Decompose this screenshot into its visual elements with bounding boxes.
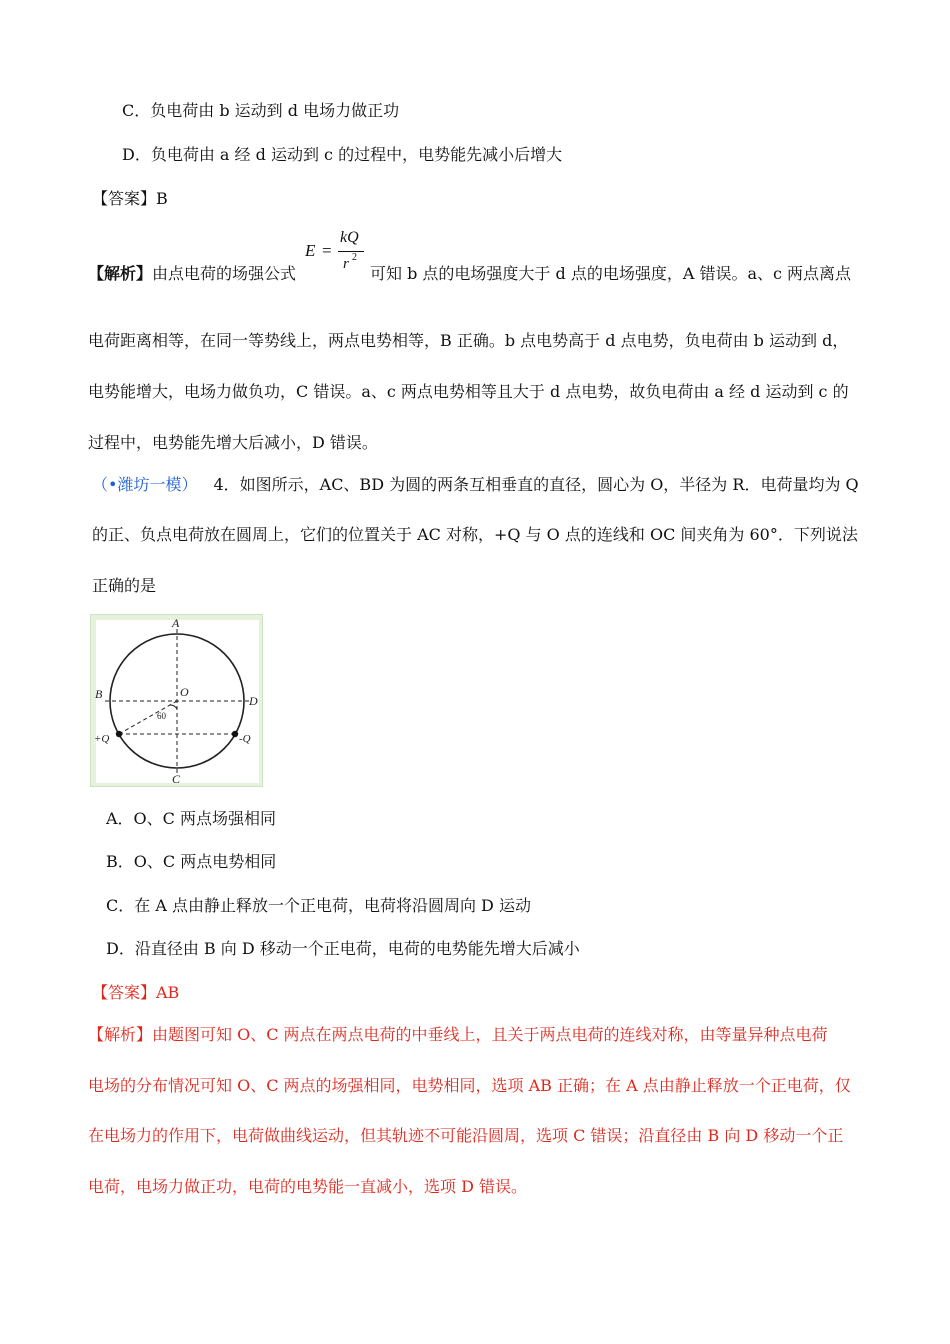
answer: 【答案】AB	[92, 983, 180, 1002]
label-negative-charge: -Q	[239, 733, 251, 745]
positive-charge-dot	[116, 731, 122, 737]
circle-diagram	[90, 614, 263, 787]
prev-analysis-lead-text: 由点电荷的场强公式	[152, 264, 297, 283]
question-line2: 的正、负点电荷放在圆周上，它们的位置关于 AC 对称，+Q 与 O 点的连线和 OC 间夹角为 60°．下列说法	[92, 525, 858, 544]
prev-analysis-line3: 电势能增大，电场力做负功，C 错误。a、c 两点电势相等且大于 d 点电势，故负电荷由 a 经 d 运动到 c 的	[88, 382, 849, 401]
formula-exponent: 2	[352, 252, 357, 263]
formula-lhs: E	[305, 241, 316, 260]
label-positive-charge: +Q	[94, 733, 110, 745]
prev-analysis-line2: 电荷距离相等，在同一等势线上，两点电势相等，B 正确。b 点电势高于 d 点电势，负电荷由 b 运动到 d，	[88, 331, 849, 350]
analysis-line2: 电场的分布情况可知 O、C 两点的场强相同，电势相同，选项 AB 正确；在 A 点由静止释放一个正电荷，仅	[88, 1076, 851, 1095]
formula-fraction-bar	[338, 251, 364, 252]
formula-numerator: kQ	[340, 229, 359, 246]
formula-equals: =	[322, 241, 332, 260]
prev-analysis-line4: 过程中，电势能先增大后减小，D 错误。	[88, 433, 378, 452]
label-d: D	[249, 694, 258, 708]
analysis-line4: 电荷，电场力做正功，电荷的电势能一直减小，选项 D 错误。	[88, 1177, 528, 1196]
analysis-line1: 【解析】由题图可知 O、C 两点在两点电荷的中垂线上，且关于两点电荷的连线对称，由等量异种点电荷	[88, 1025, 828, 1044]
label-a: A	[172, 616, 180, 630]
option-c: C．在 A 点由静止释放一个正电荷，电荷将沿圆周向 D 运动	[106, 896, 531, 915]
question-stem-line1: 4．如图所示，AC、BD 为圆的两条互相垂直的直径，圆心为 O，半径为 R．电荷量均为 Q	[213, 475, 859, 494]
analysis-line3: 在电场力的作用下，电荷做曲线运动，但其轨迹不可能沿圆周，选项 C 错误；沿直径由 B 向 D 移动一个正	[88, 1126, 844, 1145]
option-a: A．O、C 两点场强相同	[106, 809, 277, 828]
prev-analysis-after-formula: 可知 b 点的电场强度大于 d 点的电场强度，A 错误。a、c 两点离点	[370, 264, 852, 283]
label-b: B	[95, 687, 103, 701]
formula-denominator: r	[343, 256, 349, 272]
prev-analysis-lead	[88, 263, 296, 285]
prev-answer: 【答案】B	[92, 189, 168, 208]
question-line3: 正确的是	[92, 576, 157, 595]
label-o: O	[180, 685, 189, 699]
label-angle: 60	[157, 711, 166, 721]
prev-analysis-label: 【解析】	[88, 264, 153, 283]
negative-charge-dot	[232, 731, 238, 737]
label-c: C	[172, 772, 181, 786]
option-b: B．O、C 两点电势相同	[106, 852, 277, 871]
circle-diagram-svg	[91, 615, 264, 788]
question-source: （•潍坊一模）	[92, 475, 198, 494]
prev-option-d: D．负电荷由 a 经 d 运动到 c 的过程中，电势能先减小后增大	[122, 145, 563, 164]
prev-option-c: C．负电荷由 b 运动到 d 电场力做正功	[122, 101, 400, 120]
option-d: D．沿直径由 B 向 D 移动一个正电荷，电荷的电势能先增大后减小	[106, 939, 580, 958]
question-line1	[92, 474, 859, 496]
